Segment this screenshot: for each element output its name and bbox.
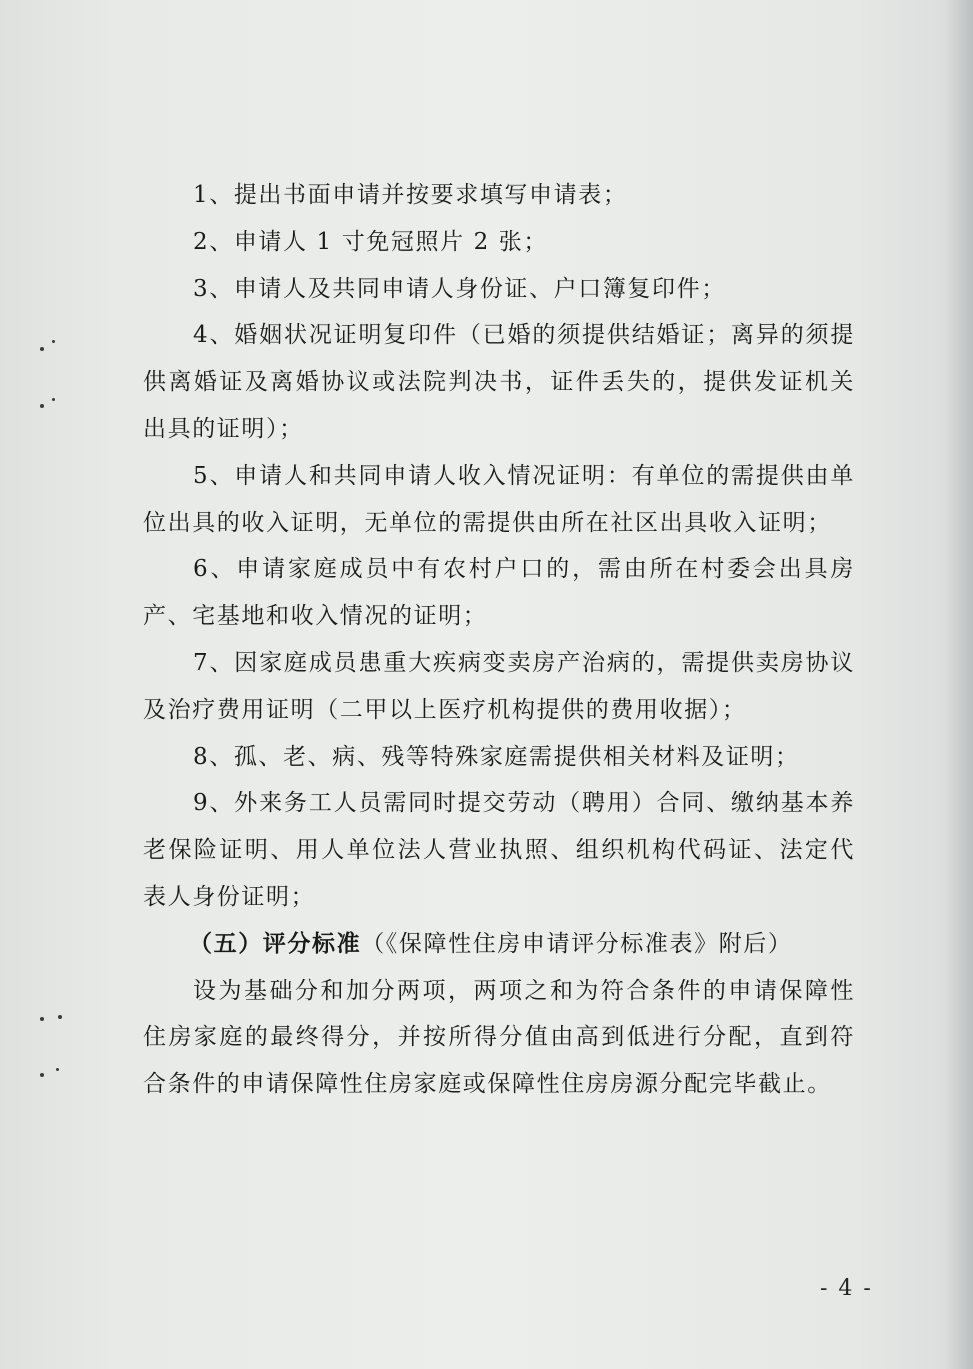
punch-mark: [40, 1017, 44, 1021]
list-item-7: 7、因家庭成员患重大疾病变卖房产治病的，需提供卖房协议及治疗费用证明（二甲以上医疗机构提供的费用收据）；: [143, 649, 855, 723]
punch-mark: [56, 1068, 59, 1071]
list-item-8: 8、孤、老、病、残等特殊家庭需提供相关材料及证明；: [193, 743, 800, 770]
punch-mark: [52, 398, 55, 401]
section-title: （五）评分标准: [189, 930, 362, 957]
punch-mark: [40, 1073, 44, 1077]
list-item-3: 3、申请人及共同申请人身份证、户口簿复印件；: [193, 275, 726, 302]
punch-mark: [58, 1015, 62, 1019]
list-item-9: 9、外来务工人员需同时提交劳动（聘用）合同、缴纳基本养老保险证明、用人单位法人营业执照、组织机构代码证、法定代表人身份证明；: [143, 790, 855, 910]
list-item-4: 4、婚姻状况证明复印件（已婚的须提供结婚证；离异的须提供离婚证及离婚协议或法院判决书，证件丢失的，提供发证机关出具的证明）；: [143, 322, 855, 442]
list-item-5: 5、申请人和共同申请人收入情况证明：有单位的需提供由单位出具的收入证明，无单位的需提供由所在社区出具收入证明；: [143, 462, 855, 536]
section-body: 设为基础分和加分两项，两项之和为符合条件的申请保障性住房家庭的最终得分，并按所得分值由高到低进行分配，直到符合条件的申请保障性住房家庭或保障性住房房源分配完毕截止。: [143, 977, 855, 1098]
punch-mark: [52, 340, 55, 343]
list-item-6: 6、申请家庭成员中有农村户口的，需由所在村委会出具房产、宅基地和收入情况的证明；: [143, 556, 855, 630]
section-heading: [143, 921, 855, 968]
section-note: （《保障性住房申请评分标准表》附后）: [361, 930, 793, 957]
list-item-2: 2、申请人 1 寸免冠照片 2 张；: [193, 228, 548, 255]
list-item-1: 1、提出书面申请并按要求填写申请表；: [193, 182, 628, 208]
punch-mark: [40, 347, 44, 351]
punch-mark: [40, 404, 44, 408]
page-number: - 4 -: [820, 1276, 873, 1301]
document-body: [143, 172, 855, 1108]
